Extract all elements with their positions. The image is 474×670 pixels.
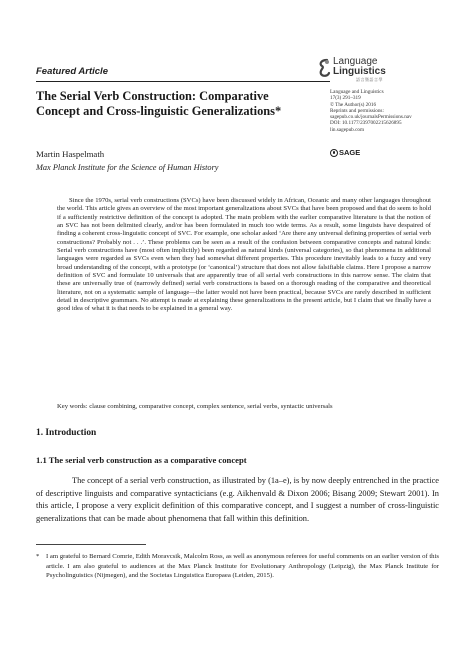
meta-volume: 17(3) 291–319 — [330, 95, 361, 102]
logo-line-2: Linguistics — [333, 66, 386, 77]
keywords: Key words: clause combining, comparative concept, complex sentence, serial verbs, syntactic universals — [57, 403, 333, 410]
footnote — [36, 552, 439, 581]
meta-journal: Language and Linguistics — [330, 89, 384, 95]
subsection-heading: 1.1 The serial verb construction as a comparative concept — [36, 455, 247, 465]
meta-site[interactable]: lin.sagepub.com — [330, 126, 364, 133]
author-name: Martin Haspelmath — [36, 149, 105, 159]
abstract: Since the 1970s, serial verb constructions (SVCs) have been discussed widely in African, Oceanic and many other languages throughout the world. This article gives an overview of the most important generalizations about SVCs that have been proposed and that do seem to hold if a sufficiently restrictive definition of the concept is adopted. The main problem with the earlier comparative literature is that the notion of an SVC has not been delimited clearly, and/or has been formulated in much too wide terms. As a result, some linguists have despaired of finding a coherent cross-linguistic concept of SVC. For example, one scholar asked ‘Are there any universal defining properties of serial verb constructions? Probably not . . .’. These problems can be seen as a result of the confusion between comparative concepts and natural kinds: Serial verb constructions have (most often implicitly) been regarded as natural kinds (universal categories), so that phenomena in additional languages were regarded as SVCs even when they had somewhat different properties. This procedure inevitably leads to a fuzzy and very broad understanding of the concept, with a prototype (or ‘canonical’) structure that does not allow falsifiable claims. Here I propose a narrow definition of SVC and formulate 10 universals that are apparently true of all serial verb constructions in this narrow sense. The claim that these are universally true of (narrowly defined) serial verb constructions is based on a thorough reading of the comparative and theoretical literature, not on a systematic sample of language—the latter would not have been practical, because SVCs are rarely described in sufficient detail in descriptive grammars. No attempt is made at explaining these generalizations in the present article, but I claim that we finally have a good idea of what it is that needs to be explained in a general way. — [57, 197, 431, 313]
section-heading: 1. Introduction — [36, 428, 97, 438]
meta-copyright: © The Author(s) 2016 — [330, 101, 377, 108]
publisher-logo — [330, 148, 360, 157]
logo-subtitle: 語言暨語言學 — [356, 77, 383, 82]
article-title: The Serial Verb Construction: Comparative Concept and Cross-linguistic Generalizations* — [36, 89, 282, 118]
footnote-rule — [36, 544, 146, 545]
publication-meta — [330, 89, 460, 133]
journal-logo — [316, 57, 441, 85]
meta-reprints-url[interactable]: sagepub.co.uk/journalsPermissions.nav — [330, 114, 412, 121]
language-and-linguistics-logo-mark — [316, 58, 332, 78]
body-paragraph: The concept of a serial verb construction, as illustrated by (1a–e), is by now deeply entrenched in the practice of descriptive linguists and comparative syntacticians (e.g. Aikhenvald & Dixon 2006; Bisang 2009; Stewart 2001). In this article, I propose a very explicit definition of this comparative concept, and I suggest a number of cross-linguistic generalizations that can be made about phenomena that fall within this definition. — [36, 476, 439, 523]
author-affiliation: Max Planck Institute for the Science of Human History — [36, 163, 219, 172]
logo-line-1: Language — [333, 56, 378, 67]
footnote-mark: * — [36, 553, 40, 560]
meta-doi[interactable]: DOI: 10.1177/2397002215626895 — [330, 120, 402, 127]
footnote-text: I am grateful to Bernard Comrie, Edith Moravcsik, Malcolm Ross, as well as anonymous referees for useful comments on an earlier version of this article. I am also grateful to audiences at the Max Planck Institute for Evolutionary Anthropology (Leipzig), the Max Planck Institute for Psycholinguistics (Nijmegen), and the Societas Linguistica Europaea (Leiden, 2015). — [46, 553, 439, 580]
meta-reprints: Reprints and permissions: — [330, 107, 384, 114]
header-rule — [36, 81, 330, 82]
publisher-name: SAGE — [339, 148, 361, 157]
section-label: Featured Article — [36, 66, 108, 77]
sage-logo-icon — [330, 149, 338, 157]
